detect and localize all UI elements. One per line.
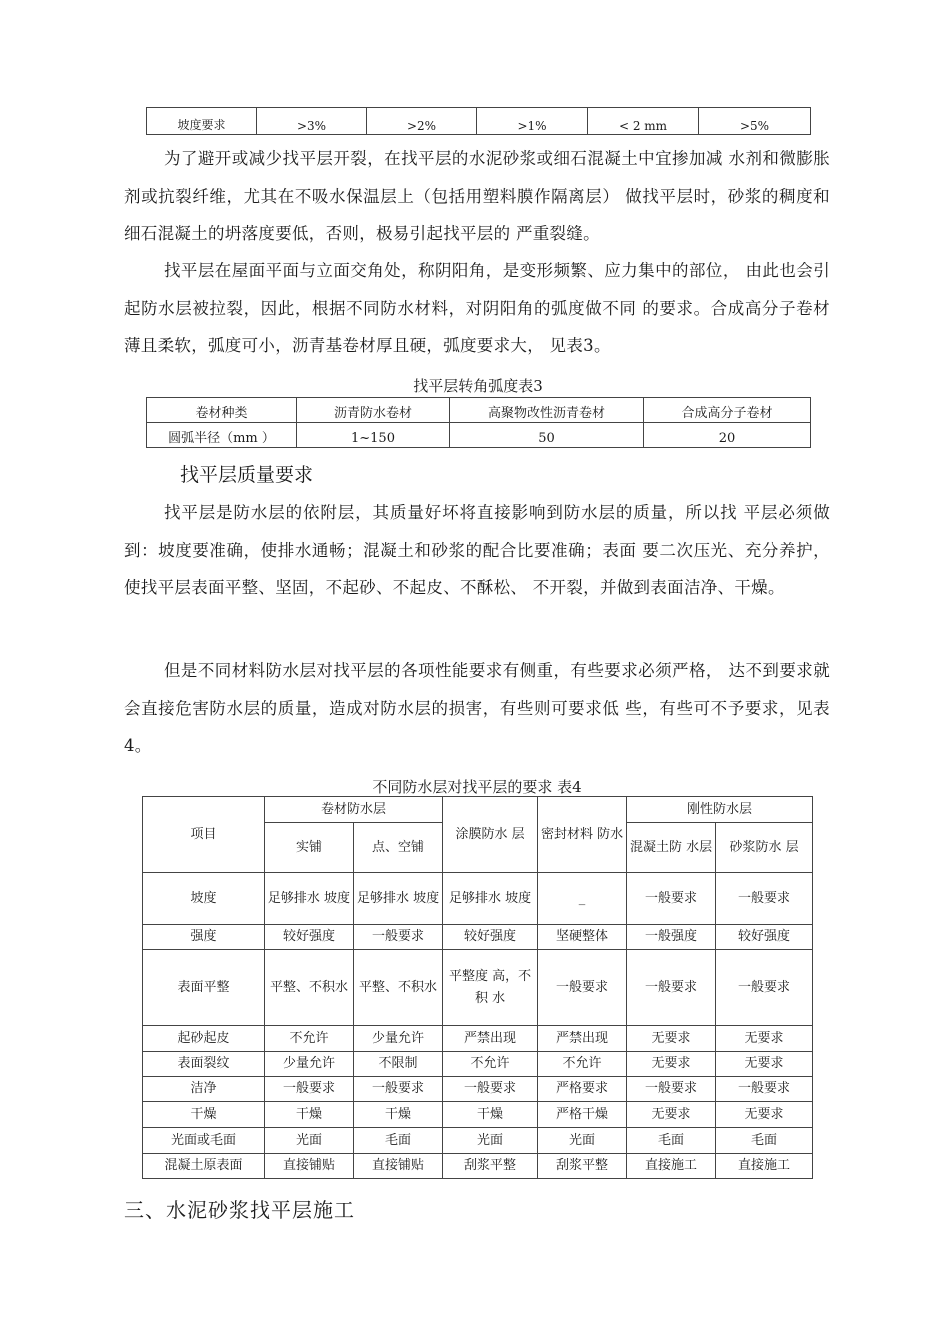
table-cell: 一般要求	[538, 950, 627, 1026]
table-cell: 无要求	[627, 1102, 716, 1128]
table-cell: 一般要求	[627, 873, 716, 925]
table-cell: 一般要求	[354, 1077, 443, 1102]
table-cell: 一般要求	[265, 1077, 354, 1102]
paragraph: 为了避开或减少找平层开裂，在找平层的水泥砂浆或细石混凝土中宜掺加减 水剂和微膨胀剂或抗裂纤维，尤其在不吸水保温层上（包括用塑料膜作隔离层） 做找平层时，砂浆的稠度和细石混凝土的坍落度要低，否则，极易引起找平层的 严重裂缝。	[124, 149, 830, 243]
table-cell: 较好强度	[265, 925, 354, 950]
table-row	[143, 1154, 813, 1179]
table-cell: 足够排水 坡度	[354, 873, 443, 925]
table-cell: 干燥	[354, 1102, 443, 1128]
table-cell: 坡度	[143, 873, 265, 925]
table-cell: 直接铺贴	[354, 1154, 443, 1179]
table-cell: 不允许	[538, 1052, 627, 1077]
table-cell: >5%	[699, 108, 811, 135]
table-cell: 圆弧半径（mm ）	[147, 423, 297, 448]
table-header-cell: 高聚物改性沥青卷材	[450, 398, 644, 423]
table-row	[143, 1026, 813, 1052]
table-cell: 一般要求	[716, 1077, 813, 1102]
table-cell: 一般要求	[716, 950, 813, 1026]
table-row	[147, 108, 811, 135]
table-cell: 不允许	[443, 1052, 538, 1077]
table-header-cell: 卷材防水层	[265, 797, 443, 823]
table-cell: 1~150	[297, 423, 450, 448]
table-row	[143, 1102, 813, 1128]
table-cell: 平整、不积水	[265, 950, 354, 1026]
table-cell: 一般要求	[627, 950, 716, 1026]
table-cell: >1%	[477, 108, 588, 135]
table-cell: 严格干燥	[538, 1102, 627, 1128]
table-cell: 一般要求	[716, 873, 813, 925]
table-row	[143, 873, 813, 925]
table-cell: 少量允许	[354, 1026, 443, 1052]
table-cell: 毛面	[354, 1128, 443, 1154]
table-cell: 严禁出现	[443, 1026, 538, 1052]
table-cell: 起砂起皮	[143, 1026, 265, 1052]
table-cell: 无要求	[716, 1026, 813, 1052]
table-cell: 混凝土原表面	[143, 1154, 265, 1179]
table-cell: 一般强度	[627, 925, 716, 950]
table-cell: 无要求	[627, 1052, 716, 1077]
table-cell: 20	[644, 423, 811, 448]
table-cell: 不允许	[265, 1026, 354, 1052]
leveling-requirement-table	[142, 796, 813, 1179]
table-cell: < 2 mm	[588, 108, 699, 135]
table-cell: 毛面	[716, 1128, 813, 1154]
table-cell: 光面	[443, 1128, 538, 1154]
table-row	[143, 1077, 813, 1102]
table-cell: 坚硬整体	[538, 925, 627, 950]
table-cell: 无要求	[627, 1026, 716, 1052]
table-caption: 找平层转角弧度表3	[413, 377, 543, 395]
section-heading: 找平层质量要求	[180, 464, 314, 486]
table-row	[147, 423, 811, 448]
table-header-cell: 沥青防水卷材	[297, 398, 450, 423]
table-cell: 直接铺贴	[265, 1154, 354, 1179]
table-cell: 干燥	[143, 1102, 265, 1128]
table-cell: 严禁出现	[538, 1026, 627, 1052]
paragraph: 但是不同材料防水层对找平层的各项性能要求有侧重，有些要求必须严格， 达不到要求就会直接危害防水层的质量，造成对防水层的损害，有些则可要求低 些，有些可不予要求，见表4。	[124, 661, 830, 755]
table-cell: 表面裂纹	[143, 1052, 265, 1077]
table-caption: 不同防水层对找平层的要求 表4	[372, 778, 582, 796]
table-cell: 坡度要求	[147, 108, 257, 135]
table-cell: 直接施工	[716, 1154, 813, 1179]
table-cell: 直接施工	[627, 1154, 716, 1179]
table-row	[143, 1052, 813, 1077]
table-cell: 干燥	[265, 1102, 354, 1128]
table-cell: 毛面	[627, 1128, 716, 1154]
table-header-cell: 卷材种类	[147, 398, 297, 423]
table-row	[143, 1128, 813, 1154]
table-cell: 平整度 高，不积 水	[443, 950, 538, 1026]
slope-requirement-table	[146, 107, 811, 135]
table-row	[147, 398, 811, 423]
table-row	[143, 925, 813, 950]
section-heading: 三、水泥砂浆找平层施工	[124, 1198, 355, 1222]
table-header-cell: 合成高分子卷材	[644, 398, 811, 423]
table-cell: 刮浆平整	[538, 1154, 627, 1179]
table-header-cell: 涂膜防水 层	[443, 797, 538, 873]
table-cell: 无要求	[716, 1102, 813, 1128]
table-cell: 干燥	[443, 1102, 538, 1128]
table-cell: >2%	[367, 108, 477, 135]
table-cell: 足够排水 坡度	[265, 873, 354, 925]
table-cell: 不限制	[354, 1052, 443, 1077]
table-cell: 50	[450, 423, 644, 448]
table-cell: 一般要求	[354, 925, 443, 950]
corner-radius-table	[146, 397, 811, 448]
table-cell: 强度	[143, 925, 265, 950]
table-header-cell: 实铺	[265, 823, 354, 873]
table-cell: 刮浆平整	[443, 1154, 538, 1179]
table-cell: _	[538, 873, 627, 925]
table-cell: 光面	[538, 1128, 627, 1154]
table-cell: 光面或毛面	[143, 1128, 265, 1154]
table-cell: 较好强度	[716, 925, 813, 950]
table-cell: 严格要求	[538, 1077, 627, 1102]
table-header-cell: 砂浆防水 层	[716, 823, 813, 873]
table-cell: >3%	[257, 108, 367, 135]
paragraph: 找平层是防水层的依附层，其质量好坏将直接影响到防水层的质量，所以找 平层必须做到：坡度要准确，使排水通畅；混凝土和砂浆的配合比要准确；表面 要二次压光、充分养护，使找平层表面平整、坚固，不起砂、不起皮、不酥松、 不开裂，并做到表面洁净、干燥。	[124, 503, 830, 597]
table-header-cell: 密封材料 防水	[538, 797, 627, 873]
table-header-cell: 刚性防水层	[627, 797, 813, 823]
table-cell: 平整、不积水	[354, 950, 443, 1026]
table-cell: 足够排水 坡度	[443, 873, 538, 925]
table-cell: 表面平整	[143, 950, 265, 1026]
table-cell: 较好强度	[443, 925, 538, 950]
table-header-cell: 混凝土防 水层	[627, 823, 716, 873]
table-row	[143, 950, 813, 1026]
table-header-row	[143, 797, 813, 823]
table-cell: 洁净	[143, 1077, 265, 1102]
table-cell: 光面	[265, 1128, 354, 1154]
table-header-cell: 项目	[143, 797, 265, 873]
table-header-cell: 点、空铺	[354, 823, 443, 873]
paragraph: 找平层在屋面平面与立面交角处，称阴阳角，是变形频繁、应力集中的部位， 由此也会引起防水层被拉裂，因此，根据不同防水材料，对阴阳角的弧度做不同 的要求。合成高分子卷材薄且柔软，弧度可小，沥青基卷材厚且硬，弧度要求大， 见表3。	[124, 261, 830, 355]
table-cell: 无要求	[716, 1052, 813, 1077]
table-cell: 少量允许	[265, 1052, 354, 1077]
table-cell: 一般要求	[627, 1077, 716, 1102]
table-cell: 一般要求	[443, 1077, 538, 1102]
